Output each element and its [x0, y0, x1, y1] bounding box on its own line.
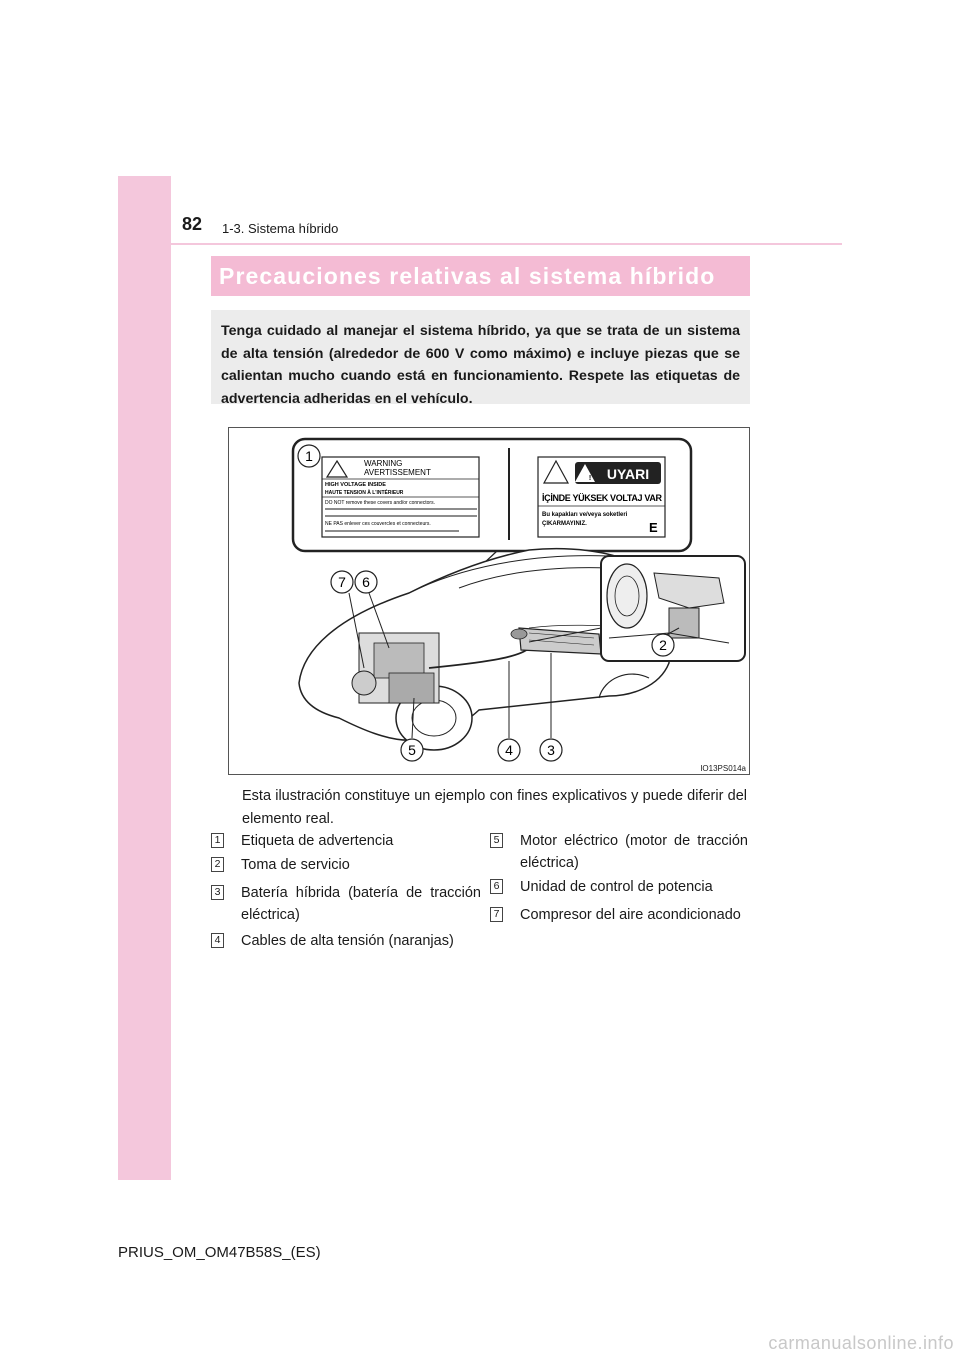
title-bar — [211, 256, 750, 296]
label-uyari: UYARI — [606, 466, 650, 482]
label-hv: HIGH VOLTAGE INSIDE — [325, 482, 386, 488]
item-number: 3 — [211, 885, 224, 900]
watermark: carmanualsonline.info — [768, 1333, 954, 1353]
item-number: 6 — [490, 879, 503, 894]
figure-id: IO13PS014a — [700, 764, 746, 773]
svg-text:5: 5 — [408, 742, 416, 758]
car-illustration-svg — [229, 428, 749, 774]
label-ne-pas: NE PAS enlever ces couvercles et connecteurs. — [325, 521, 431, 527]
item-text: Motor eléctrico (motor de tracción eléctrica) — [520, 833, 748, 871]
label-e: E — [649, 520, 658, 535]
item-number: 4 — [211, 933, 224, 948]
callout-4 — [498, 739, 520, 761]
item-text: Unidad de control de potencia — [520, 879, 713, 895]
label-do-not: DO NOT remove these covers and/or connectors. — [325, 500, 435, 506]
item-number: 7 — [490, 907, 503, 922]
item-number: 2 — [211, 857, 224, 872]
label-kapak: Bu kapakları ve/veya soketleri — [542, 512, 628, 518]
callout-5 — [401, 739, 423, 761]
label-avert: AVERTISSEMENT — [364, 468, 431, 477]
item-text: Batería híbrida (batería de tracción eléctrica) — [241, 885, 481, 923]
header-rule — [171, 243, 842, 245]
svg-text:2: 2 — [659, 637, 667, 653]
page-number: 82 — [182, 214, 203, 234]
svg-text:1: 1 — [305, 448, 313, 464]
electric-motor — [389, 673, 434, 703]
item-text: Compresor del aire acondicionado — [520, 907, 741, 923]
illustration — [228, 427, 750, 775]
svg-text:6: 6 — [362, 574, 370, 590]
item-text: Etiqueta de advertencia — [241, 833, 394, 849]
callout-2 — [652, 634, 674, 656]
svg-text:7: 7 — [338, 574, 346, 590]
intro-box: Tenga cuidado al manejar el sistema híbrido, ya que se trata de un sistema de alta tensión (alrededor de 600 V como máximo) e incluye piezas que se calientan mucho cuando está en funcionamiento. Respete las etiquetas de advertencia adheridas en el vehículo. — [211, 310, 750, 404]
callout-3 — [540, 739, 562, 761]
footer-code: PRIUS_OM_OM47B58S_(ES) — [118, 1244, 321, 1261]
label-haute: HAUTE TENSION À L'INTÉRIEUR — [325, 490, 404, 496]
svg-text:3: 3 — [547, 742, 555, 758]
label-icinde: İÇİNDE YÜKSEK VOLTAJ VAR — [542, 493, 662, 503]
label-warning: WARNING — [364, 459, 403, 468]
item-number: 1 — [211, 833, 224, 848]
item-number: 5 — [490, 833, 503, 848]
section-title: 1-3. Sistema híbrido — [222, 221, 339, 236]
label-cikar: ÇIKARMAYINIZ. — [542, 521, 587, 527]
svg-text:4: 4 — [505, 742, 513, 758]
svg-text:!: ! — [588, 475, 592, 482]
figure-caption: Esta ilustración constituye un ejemplo con fines explicativos y puede diferir del elemento real. — [242, 788, 747, 827]
ac-compressor — [352, 671, 376, 695]
item-text: Toma de servicio — [241, 857, 350, 873]
callout-7 — [331, 571, 353, 593]
callout-1 — [298, 445, 320, 467]
page-title: Precauciones relativas al sistema híbrido — [219, 262, 716, 289]
sidebar-tab — [118, 176, 171, 1180]
callout-6 — [355, 571, 377, 593]
item-text: Cables de alta tensión (naranjas) — [241, 933, 454, 949]
